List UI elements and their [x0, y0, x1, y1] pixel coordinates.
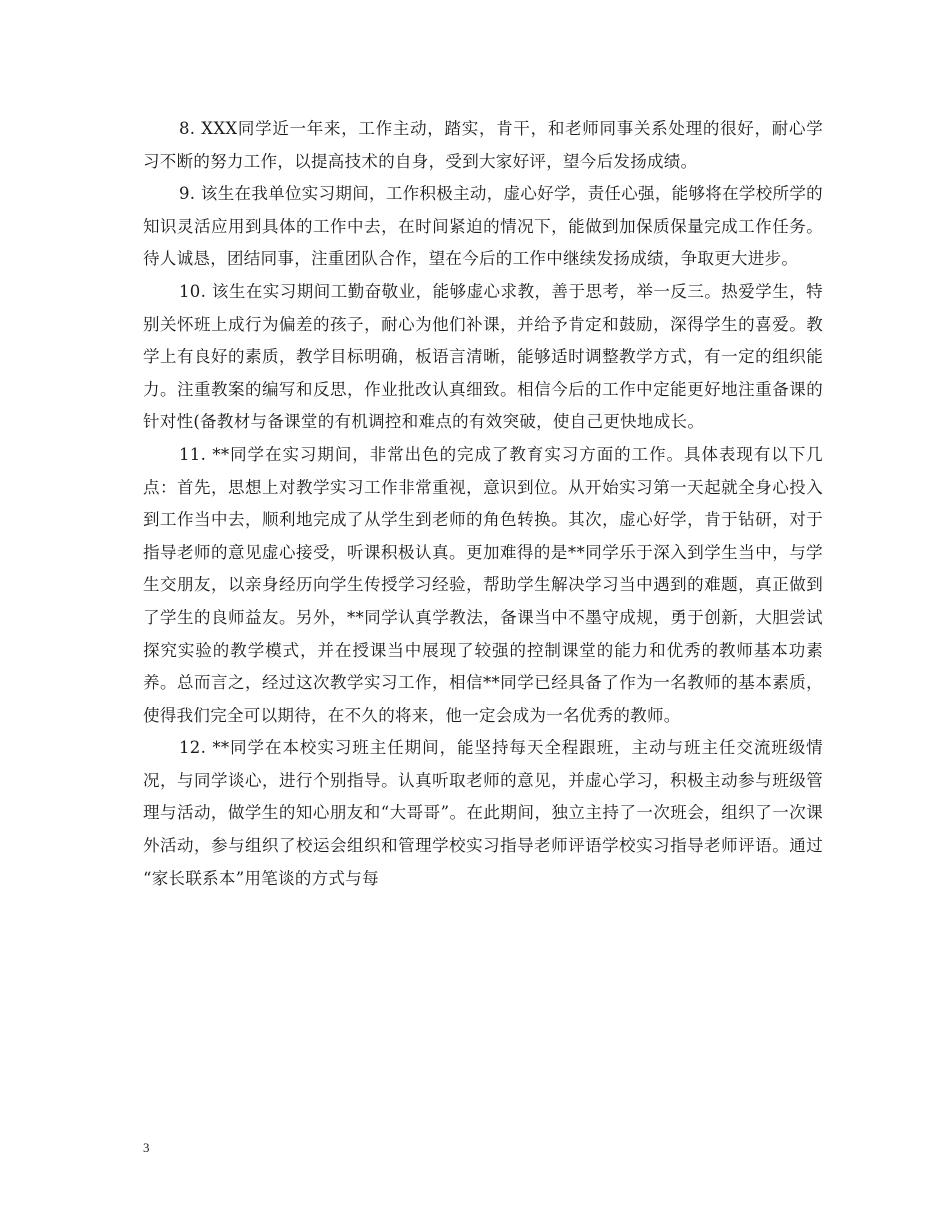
paragraph-11: 11. **同学在实习期间，非常出色的完成了教育实习方面的工作。具体表现有以下几点：首先，思想上对教学实习工作非常重视，意识到位。从开始实习第一天起就全身心投入到工作当中去，顺利地完成了从学生到老师的角色转换。其次，虚心好学，肯于钻研，对于指导老师的意见虚心接受，听课积极认真。更加难得的是**同学乐于深入到学生当中，与学生交朋友，以亲身经历向学生传授学习经验，帮助学生解决学习当中遇到的难题，真正做到了学生的良师益友。另外，**同学认真学教法，备课当中不墨守成规，勇于创新，大胆尝试探究实验的教学模式，并在授课当中展现了较强的控制课堂的能力和优秀的教师基本功素养。总而言之，经过这次教学实习工作，相信**同学已经具备了作为一名教师的基本素质，使得我们完全可以期待，在不久的将来，他一定会成为一名优秀的教师。 [143, 444, 823, 725]
paragraph-12: 12. **同学在本校实习班主任期间，能坚持每天全程跟班，主动与班主任交流班级情况，与同学谈心，进行个别指导。认真听取老师的意见，并虚心学习，积极主动参与班级管理与活动，做学生的知心朋友和“大哥哥”。在此期间，独立主持了一次班会，组织了一次课外活动，参与组织了校运会组织和管理学校实习指导老师评语学校实习指导老师评语。通过 “家长联系本”用笔谈的方式与每 [143, 738, 823, 888]
paragraph-10: 10. 该生在实习期间工勤奋敬业，能够虚心求教，善于思考，举一反三。热爱学生，特别关怀班上成行为偏差的孩子，耐心为他们补课，并给予肯定和鼓励，深得学生的喜爱。教学上有良好的素质，教学目标明确，板语言清晰，能够适时调整教学方式，有一定的组织能力。注重教案的编写和反思，作业批改认真细致。相信今后的工作中定能更好地注重备课的针对性(备教材与备课堂的有机调控和难点的有效突破，使自己更快地成长。 [143, 281, 823, 432]
page-number: 3 [143, 1140, 150, 1155]
paragraph-8: 8. XXX同学近一年来，工作主动，踏实，肯干，和老师同事关系处理的很好，耐心学习不断的努力工作，以提高技术的自身，受到大家好评，望今后发扬成绩。 [143, 119, 823, 171]
document-body [143, 113, 823, 895]
paragraph-9: 9. 该生在我单位实习期间，工作积极主动，虚心好学，责任心强，能够将在学校所学的知识灵活应用到具体的工作中去，在时间紧迫的情况下，能做到加保质保量完成工作任务。待人诚恳，团结同事，注重团队合作，望在今后的工作中继续发扬成绩，争取更大进步。 [143, 184, 823, 269]
